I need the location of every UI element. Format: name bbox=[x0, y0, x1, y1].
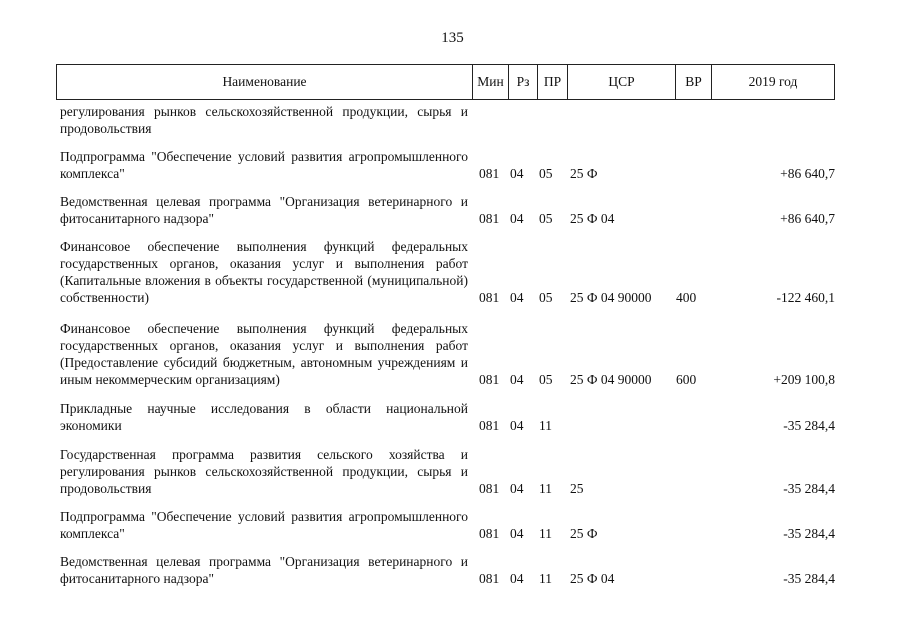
row-rz: 04 bbox=[510, 418, 524, 433]
row-csr: 25 Ф bbox=[570, 166, 598, 181]
column-header-min: Мин bbox=[473, 65, 509, 99]
row-amount: -35 284,4 bbox=[783, 418, 835, 433]
row-name: Ведомственная целевая программа "Организация ветеринарного и фитосанитарного надзора" bbox=[60, 554, 468, 586]
row-min: 081 bbox=[479, 571, 500, 586]
row-amount: +209 100,8 bbox=[773, 372, 835, 387]
row-min: 081 bbox=[479, 211, 500, 226]
column-header-vr: ВР bbox=[676, 65, 712, 99]
row-rz: 04 bbox=[510, 481, 524, 496]
column-header-pr: ПР bbox=[538, 65, 568, 99]
column-header-name: Наименование bbox=[57, 65, 473, 99]
row-csr: 25 Ф bbox=[570, 526, 598, 541]
row-pr: 11 bbox=[539, 571, 552, 586]
row-amount: -122 460,1 bbox=[776, 290, 835, 305]
column-header-year: 2019 год bbox=[748, 74, 798, 89]
row-name: Подпрограмма "Обеспечение условий развития агропромышленного комплекса" bbox=[60, 509, 468, 541]
row-min: 081 bbox=[479, 372, 500, 387]
row-pr: 05 bbox=[539, 372, 553, 387]
row-min: 081 bbox=[479, 290, 500, 305]
table-header bbox=[56, 64, 835, 100]
row-min: 081 bbox=[479, 481, 500, 496]
row-rz: 04 bbox=[510, 526, 524, 541]
row-csr: 25 Ф 04 90000 bbox=[570, 372, 652, 387]
row-amount: +86 640,7 bbox=[780, 166, 835, 181]
row-name: Прикладные научные исследования в области национальной экономики bbox=[60, 401, 468, 433]
row-name: Финансовое обеспечение выполнения функций федеральных государственных органов, оказания услуг и выполнения работ (Капитальные вложения в объекты государственной (муниципальной) собственности) bbox=[60, 239, 468, 305]
row-amount: +86 640,7 bbox=[780, 211, 835, 226]
row-name: регулирования рынков сельскохозяйственной продукции, сырья и продовольствия bbox=[60, 104, 468, 136]
row-min: 081 bbox=[479, 166, 500, 181]
row-rz: 04 bbox=[510, 166, 524, 181]
row-rz: 04 bbox=[510, 571, 524, 586]
row-rz: 04 bbox=[510, 290, 524, 305]
row-name: Ведомственная целевая программа "Организация ветеринарного и фитосанитарного надзора" bbox=[60, 194, 468, 226]
row-csr: 25 Ф 04 90000 bbox=[570, 290, 652, 305]
column-header-csr: ЦСР bbox=[568, 65, 676, 99]
row-min: 081 bbox=[479, 418, 500, 433]
row-csr: 25 bbox=[570, 481, 584, 496]
row-name: Финансовое обеспечение выполнения функций федеральных государственных органов, оказания услуг и выполнения работ (Предоставление субсидий бюджетным, автономным учреждениям и иным некоммерческим организациям) bbox=[60, 321, 468, 387]
row-name: Государственная программа развития сельского хозяйства и регулирования рынков сельскохозяйственной продукции, сырья и продовольствия bbox=[60, 447, 468, 496]
row-amount: -35 284,4 bbox=[783, 571, 835, 586]
row-pr: 05 bbox=[539, 166, 553, 181]
row-name: Подпрограмма "Обеспечение условий развития агропромышленного комплекса" bbox=[60, 149, 468, 181]
row-pr: 11 bbox=[539, 418, 552, 433]
row-pr: 11 bbox=[539, 526, 552, 541]
row-rz: 04 bbox=[510, 211, 524, 226]
row-vr: 600 bbox=[676, 372, 697, 387]
row-csr: 25 Ф 04 bbox=[570, 571, 615, 586]
row-pr: 05 bbox=[539, 290, 553, 305]
row-min: 081 bbox=[479, 526, 500, 541]
page-number: 135 bbox=[441, 30, 464, 46]
row-vr: 400 bbox=[676, 290, 697, 305]
row-pr: 11 bbox=[539, 481, 552, 496]
row-pr: 05 bbox=[539, 211, 553, 226]
row-csr: 25 Ф 04 bbox=[570, 211, 615, 226]
row-amount: -35 284,4 bbox=[783, 526, 835, 541]
column-header-rz: Рз bbox=[509, 65, 538, 99]
row-amount: -35 284,4 bbox=[783, 481, 835, 496]
row-rz: 04 bbox=[510, 372, 524, 387]
